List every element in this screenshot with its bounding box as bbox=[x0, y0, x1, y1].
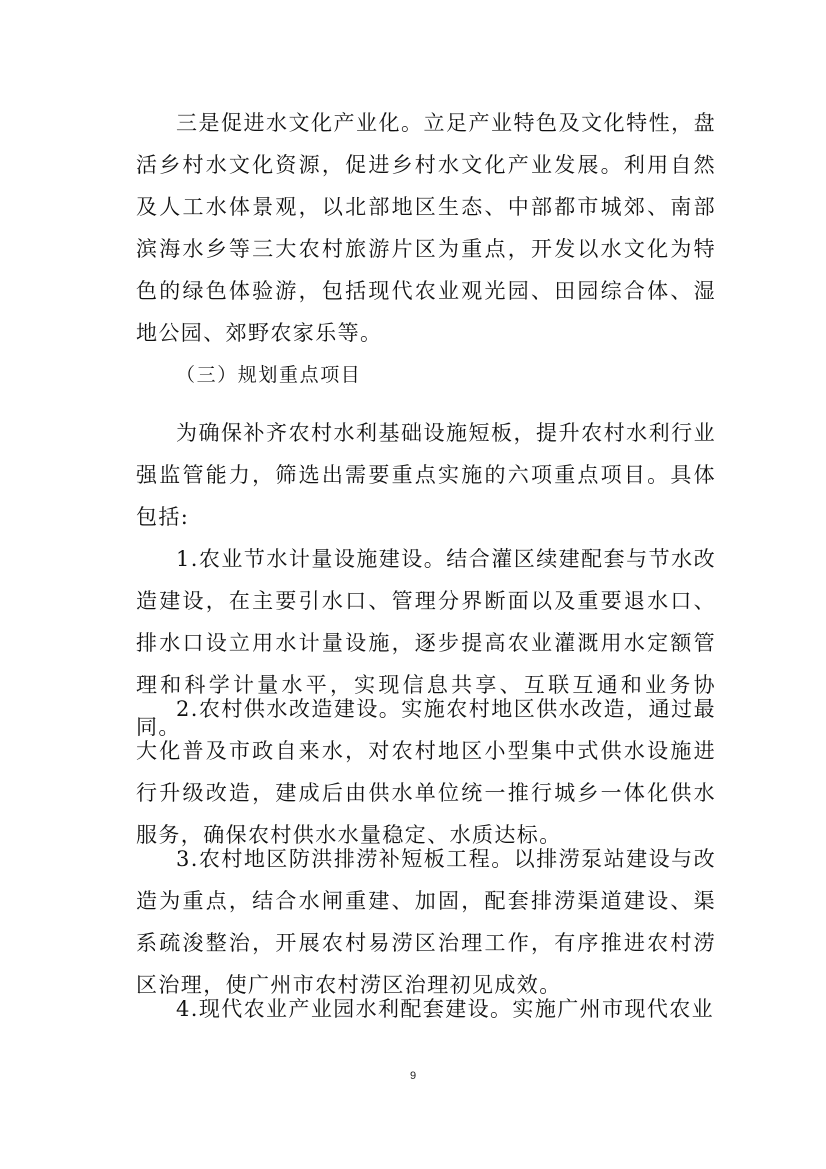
paragraph-item-1-water-metering: 1.农业节水计量设施建设。结合灌区续建配套与节水改造建设，在主要引水口、管理分界断面以及重要退水口、排水口设立用水计量设施，逐步提高农业灌溉用水定额管理和科学计量水平，实现信息共享、互联互通和业务协同。 bbox=[136, 547, 716, 739]
page-number: 9 bbox=[409, 1070, 417, 1082]
paragraph-item-2-water-supply: 2.农村供水改造建设。实施农村地区供水改造，通过最大化普及市政自来水，对农村地区小型集中式供水设施进行升级改造，建成后由供水单位统一推行城乡一体化供水服务，确保农村供水水量稳定、水质达标。 bbox=[136, 697, 716, 847]
paragraph-item-3-flood-control: 3.农村地区防洪排涝补短板工程。以排涝泵站建设与改造为重点，结合水闸重建、加固，配套排涝渠道建设、渠系疏浚整治，开展农村易涝区治理工作，有序推进农村涝区治理，使广州市农村涝区治理初见成效。 bbox=[136, 847, 716, 997]
paragraph-water-culture-industry: 三是促进水文化产业化。立足产业特色及文化特性，盘活乡村水文化资源，促进乡村水文化产业发展。利用自然及人工水体景观，以北部地区生态、中部都市城郊、南部滨海水乡等三大农村旅游片区为重点，开发以水文化为特色的绿色体验游，包括现代农业观光园、田园综合体、湿地公园、郊野农家乐等。 bbox=[136, 111, 716, 345]
paragraph-key-projects-intro: 为确保补齐农村水利基础设施短板，提升农村水利行业强监管能力，筛选出需要重点实施的六项重点项目。具体包括: bbox=[136, 421, 716, 529]
section-heading-key-projects: （三）规划重点项目 bbox=[176, 364, 362, 386]
paragraph-item-4-agricultural-park: 4.现代农业产业园水利配套建设。实施广州市现代农业 bbox=[176, 997, 715, 1021]
